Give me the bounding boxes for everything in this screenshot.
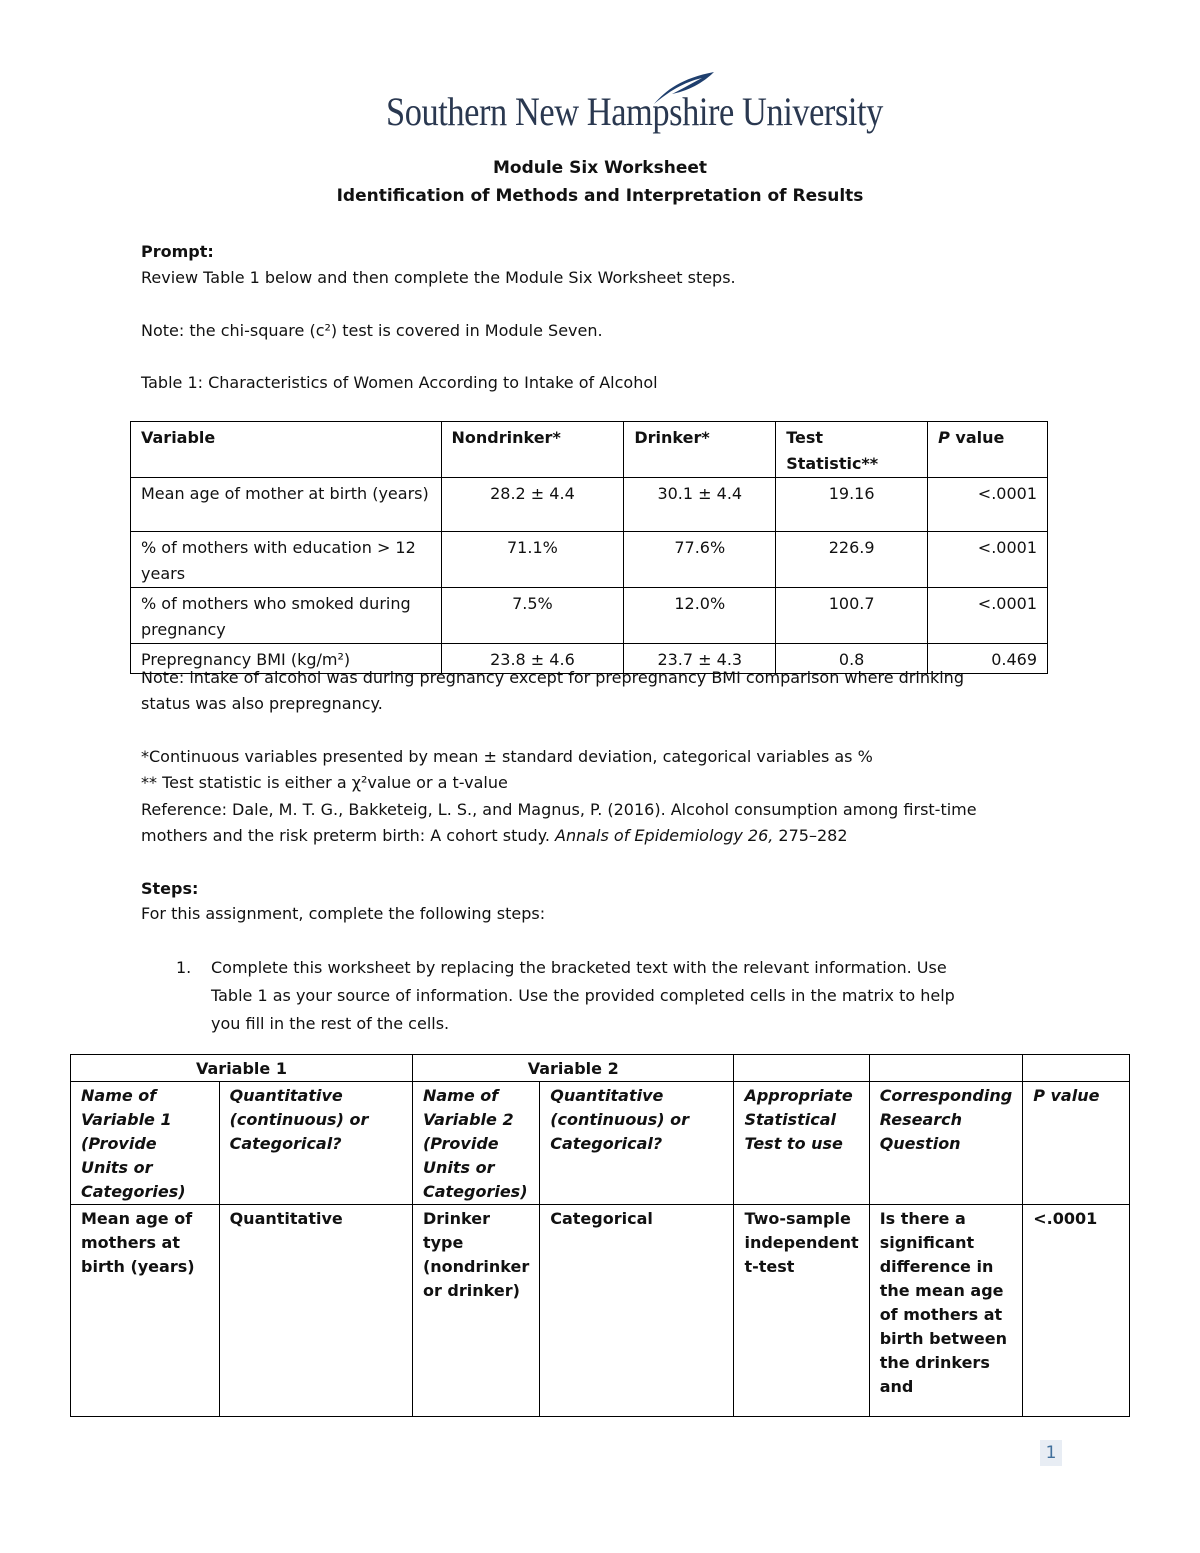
step-number: 1. [176, 958, 192, 977]
cell-statistic: 100.7 [776, 588, 928, 644]
reference-line2 [141, 826, 848, 845]
cell-variable: % of mothers who smoked during pregnancy [131, 588, 442, 644]
cell-variable: % of mothers with education > 12 years [131, 532, 442, 588]
page-subtitle: Identification of Methods and Interpretation of Results [336, 186, 864, 206]
cell-p-value[interactable]: <.0001 [1023, 1205, 1130, 1417]
footnote-test-statistic: ** Test statistic is either a χ²value or a t-value [141, 773, 508, 792]
table1-caption: Table 1: Characteristics of Women According to Intake of Alcohol [141, 373, 658, 392]
table-row [131, 588, 1048, 644]
step-1-line2: Table 1 as your source of information. Use the provided completed cells in the matrix to help [211, 986, 955, 1005]
cell-statistical-test[interactable]: Two-sample independent t-test [734, 1205, 869, 1417]
variable-2-group-header: Variable 2 [412, 1055, 734, 1082]
header-variable-2-type: Quantitative (continuous) or Categorical? [540, 1082, 734, 1205]
header-nondrinker: Nondrinker* [441, 422, 624, 478]
cell-drinker: 12.0% [624, 588, 776, 644]
reference-line1: Reference: Dale, M. T. G., Bakketeig, L. S., and Magnus, P. (2016). Alcohol consumption among first-time [141, 800, 977, 819]
cell-variable-1-type[interactable]: Quantitative [219, 1205, 412, 1417]
cell-statistic: 0.8 [776, 644, 928, 674]
prompt-note: Note: the chi-square (c²) test is covered in Module Seven. [141, 321, 603, 340]
empty-header-cell [734, 1055, 869, 1082]
variable-1-group-header: Variable 1 [71, 1055, 413, 1082]
page-number: 1 [1040, 1440, 1062, 1466]
cell-drinker: 30.1 ± 4.4 [624, 478, 776, 532]
cell-variable-2-type[interactable]: Categorical [540, 1205, 734, 1417]
group-header-row [71, 1055, 1130, 1082]
table-row [131, 478, 1048, 532]
steps-intro: For this assignment, complete the following steps: [141, 904, 546, 923]
table-row [71, 1205, 1130, 1417]
cell-nondrinker: 23.8 ± 4.6 [441, 644, 624, 674]
reference-pages: 275–282 [773, 826, 848, 845]
empty-header-cell [1023, 1055, 1130, 1082]
cell-research-question[interactable]: Is there a significant difference in the mean age of mothers at birth between the drinkers and [869, 1205, 1023, 1417]
step-1-line1: Complete this worksheet by replacing the bracketed text with the relevant information. Use [211, 958, 947, 977]
table-row [131, 532, 1048, 588]
header-research-question: Corresponding Research Question [869, 1082, 1023, 1205]
intake-note-line1: Note: intake of alcohol was during pregnancy except for prepregnancy BMI comparison where drinking [141, 668, 964, 687]
cell-nondrinker: 28.2 ± 4.4 [441, 478, 624, 532]
logo-text: Southern New Hampshire University [386, 89, 883, 134]
reference-journal: Annals of Epidemiology 26, [555, 826, 774, 845]
header-test-statistic: Test Statistic** [776, 422, 928, 478]
footnote-continuous: *Continuous variables presented by mean ± standard deviation, categorical variables as % [141, 747, 873, 766]
table-header-row [131, 422, 1048, 478]
cell-statistic: 226.9 [776, 532, 928, 588]
intake-note-line2: status was also prepregnancy. [141, 694, 383, 713]
cell-drinker: 77.6% [624, 532, 776, 588]
cell-p-value: <.0001 [928, 588, 1048, 644]
prompt-text: Review Table 1 below and then complete the Module Six Worksheet steps. [141, 268, 736, 287]
cell-variable-1[interactable]: Mean age of mothers at birth (years) [71, 1205, 220, 1417]
header-variable-1-type: Quantitative (continuous) or Categorical? [219, 1082, 412, 1205]
header-variable-1-name: Name of Variable 1 (Provide Units or Categories) [71, 1082, 220, 1205]
header-variable-2-name: Name of Variable 2 (Provide Units or Categories) [412, 1082, 539, 1205]
step-1-line3: you fill in the rest of the cells. [211, 1014, 450, 1033]
prompt-label: Prompt: [141, 242, 214, 261]
cell-drinker: 23.7 ± 4.3 [624, 644, 776, 674]
steps-label: Steps: [141, 879, 199, 898]
header-p-value: P value [928, 422, 1048, 478]
cell-variable: Mean age of mother at birth (years) [131, 478, 442, 532]
cell-p-value: 0.469 [928, 644, 1048, 674]
column-header-row [71, 1082, 1130, 1205]
header-drinker: Drinker* [624, 422, 776, 478]
empty-header-cell [869, 1055, 1023, 1082]
page-title: Module Six Worksheet [492, 158, 708, 178]
characteristics-table [130, 421, 1048, 674]
worksheet-matrix-table [70, 1054, 1130, 1417]
header-p-value: P value [1023, 1082, 1130, 1205]
cell-nondrinker: 7.5% [441, 588, 624, 644]
cell-p-value: <.0001 [928, 478, 1048, 532]
cell-variable-2[interactable]: Drinker type (nondrinker or drinker) [412, 1205, 539, 1417]
reference-authors-text: mothers and the risk preterm birth: A cohort study. [141, 826, 556, 845]
cell-statistic: 19.16 [776, 478, 928, 532]
university-logo [386, 70, 883, 136]
cell-variable: Prepregnancy BMI (kg/m²) [131, 644, 442, 674]
header-statistical-test: Appropriate Statistical Test to use [734, 1082, 869, 1205]
cell-p-value: <.0001 [928, 532, 1048, 588]
header-variable: Variable [131, 422, 442, 478]
cell-nondrinker: 71.1% [441, 532, 624, 588]
